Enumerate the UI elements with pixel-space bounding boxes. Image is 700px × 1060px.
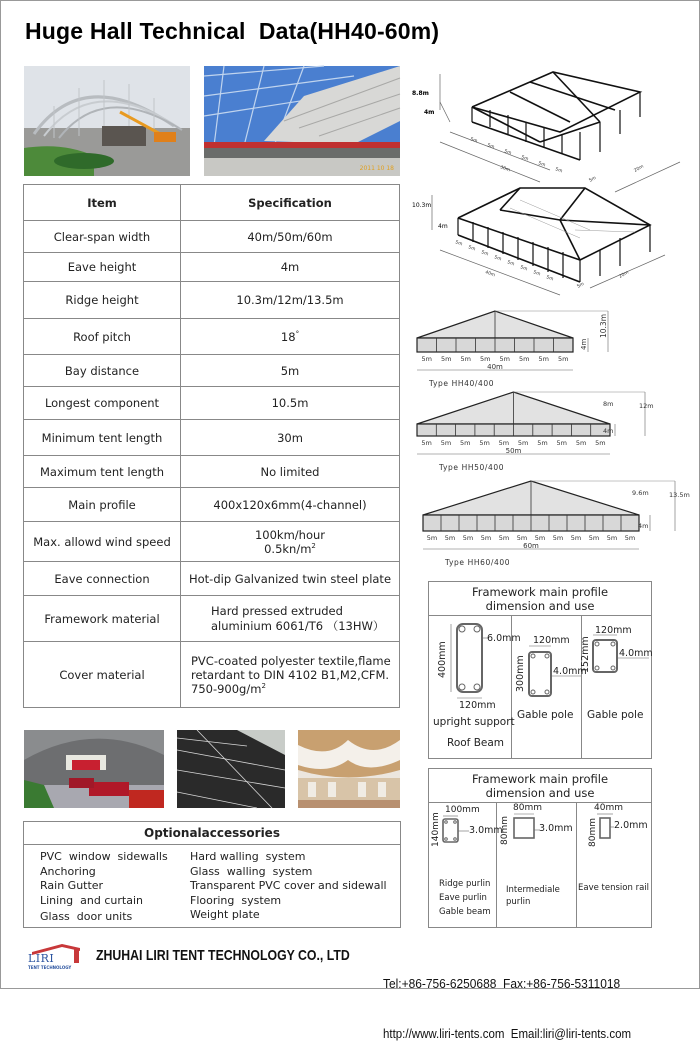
profile-box-main	[428, 581, 652, 759]
bay-label: 5m	[552, 534, 564, 542]
iso-bay-label: 5m	[537, 161, 546, 169]
table-row	[24, 488, 400, 522]
accessory-item: Rain Gutter	[40, 879, 104, 892]
flooring-system-photo	[177, 730, 285, 808]
table-row	[24, 282, 400, 319]
profile-box-secondary	[428, 768, 652, 928]
page-title: Huge Hall Technical Data(HH40-60m)	[25, 18, 440, 44]
dim-height: 400mm	[437, 641, 448, 678]
bay-label: 5m	[558, 355, 569, 363]
iso-bay-label: 5m	[486, 143, 495, 151]
profile-cell-gable-pole-152	[581, 616, 651, 758]
row-spec	[181, 522, 400, 562]
accessory-item: Flooring system	[190, 893, 282, 907]
row-item: Ridge height	[24, 282, 181, 319]
use-label: Eave purlin	[439, 893, 487, 903]
row-item: Eave connection	[24, 562, 181, 596]
profile-box-heading	[429, 769, 651, 803]
use-label: Ridge purlin	[439, 879, 491, 889]
row-item: Maximum tent length	[24, 456, 181, 488]
iso-bay-label: 5m	[480, 250, 489, 258]
accessory-item: Weight plate	[190, 908, 260, 921]
bay-label: 5m	[498, 439, 510, 447]
use-label: purlin	[506, 897, 531, 907]
table-row	[24, 522, 400, 562]
bay-label: 5m	[556, 439, 567, 447]
bay-label: 5m	[421, 439, 432, 447]
bay-label: 5m	[519, 355, 530, 363]
use-label: Eave tension rail	[578, 883, 649, 893]
row-spec: No limited	[181, 456, 400, 488]
iso-bay-label: 5m	[519, 265, 528, 273]
row-item: Roof pitch	[24, 319, 181, 355]
table-row	[24, 596, 400, 642]
dim-height: 300mm	[515, 655, 526, 692]
iso-ridge-label: 8.8m	[412, 90, 429, 97]
iso-bay-label: 5m	[545, 275, 554, 283]
iso-length-label: 30m	[499, 165, 511, 174]
website-email: http://www.liri-tents.com Email:liri@liri-tents.com	[383, 1027, 632, 1041]
ridge-height-label: 13.5m	[669, 491, 690, 499]
dim-wall: 6.0mm	[487, 633, 521, 644]
table-row	[24, 253, 400, 282]
bay-label: 5m	[537, 439, 548, 447]
wind-load-line: 0.5kn/m	[264, 541, 312, 556]
row-spec	[181, 319, 400, 355]
heading-line: dimension and use	[485, 599, 595, 613]
bay-label: 5m	[444, 534, 456, 542]
iso-end-bay-label: 5m	[576, 281, 586, 290]
bay-label: 5m	[480, 355, 491, 363]
dim-wall: 2.0mm	[614, 820, 648, 831]
dim-wall: 4.0mm	[553, 666, 587, 677]
bay-label: 5m	[517, 439, 529, 447]
lining-curtain-photo	[298, 730, 400, 808]
bay-label: 5m	[440, 439, 452, 447]
heading-line: Framework main profile	[471, 772, 609, 786]
bay-label: 5m	[534, 534, 546, 542]
table-row	[24, 456, 400, 488]
row-item: Longest component	[24, 387, 181, 420]
spec-line: retardant to DIN 4102 B1,M2,CFM.	[191, 667, 390, 682]
bay-label: 5m	[575, 439, 587, 447]
use-label: Gable pole	[587, 709, 644, 721]
table-row	[24, 562, 400, 596]
bay-label: 5m	[606, 534, 618, 542]
iso-eave-label: 4m	[424, 109, 435, 116]
table-row	[24, 221, 400, 253]
row-spec	[181, 642, 400, 708]
iso-diagram-40m	[412, 188, 665, 295]
roof-rise-label: 8m	[603, 400, 614, 408]
optional-accessories-box	[23, 821, 401, 928]
profile-box-heading	[429, 582, 651, 616]
bay-label: 5m	[588, 534, 600, 542]
use-label: Gable pole	[517, 709, 574, 721]
bay-label: 5m	[570, 534, 582, 542]
row-spec: 10.3m/12m/13.5m	[181, 282, 400, 319]
contact-info	[383, 941, 631, 1060]
bay-label: 5m	[479, 439, 490, 447]
iso-bay-label: 5m	[532, 270, 541, 278]
use-label: Intermediale	[506, 885, 560, 895]
bay-label: 5m	[498, 534, 510, 542]
arch-frame-construction-photo	[24, 66, 190, 176]
liri-logo	[26, 942, 82, 970]
bay-label: 5m	[624, 534, 636, 542]
iso-bay-label: 5m	[454, 240, 463, 248]
bay-label: 5m	[480, 534, 492, 542]
ridge-height-label: 10.3m	[599, 313, 608, 338]
profile-cell-intermediate-purlin	[496, 803, 577, 927]
bay-label: 5m	[460, 439, 471, 447]
roof-pitch-value: 18	[280, 329, 296, 344]
accessory-item: Glass door units	[40, 910, 133, 923]
iso-ridge-label: 10.3m	[412, 202, 432, 209]
row-item: Main profile	[24, 488, 181, 522]
row-spec: 30m	[181, 420, 400, 456]
squared-sup: 2	[311, 541, 316, 550]
accessory-item: Lining and curtain	[40, 893, 143, 907]
accessory-item: PVC window sidewalls	[40, 850, 168, 863]
dim-width: 80mm	[513, 803, 542, 813]
accessory-item: Hard walling system	[190, 850, 306, 863]
accessories-col-2	[190, 850, 387, 923]
heading-line: dimension and use	[485, 786, 595, 800]
bay-label: 5m	[421, 355, 432, 363]
dim-height: 152mm	[580, 636, 591, 673]
logo-subtext: TENT TECHNOLOGY	[28, 965, 72, 970]
table-row	[24, 319, 400, 355]
date-stamp: 2011 10 18	[359, 165, 394, 172]
iso-bay-label: 5m	[506, 260, 515, 268]
iso-bay-label: 5m	[520, 155, 529, 163]
heading-line: Framework main profile	[471, 585, 609, 599]
row-spec: 4m	[181, 253, 400, 282]
row-spec	[181, 596, 400, 642]
roof-rise-label: 9.6m	[632, 489, 649, 497]
iso-length-label: 40m	[484, 270, 496, 279]
accessory-item: Glass walling system	[190, 864, 313, 878]
spec-line: Hard pressed extruded	[211, 603, 343, 618]
dim-height: 80mm	[500, 816, 510, 845]
elevation-diagrams	[410, 296, 700, 576]
dim-wall: 3.0mm	[539, 823, 573, 834]
dim-width: 120mm	[459, 700, 496, 711]
dim-width: 120mm	[533, 635, 570, 646]
bay-label: 5m	[441, 355, 452, 363]
dim-height: 140mm	[431, 812, 441, 847]
table-row	[24, 642, 400, 708]
accessory-item: Transparent PVC cover and sidewall	[190, 879, 387, 892]
iso-bay-label: 5m	[493, 255, 502, 263]
bay-label: 5m	[462, 534, 474, 542]
type-label: Type HH50/400	[439, 463, 505, 472]
span-label: 50m	[505, 447, 522, 455]
dim-wall: 3.0mm	[469, 825, 503, 836]
row-spec: 400x120x6mm(4-channel)	[181, 488, 400, 522]
accessory-item: Anchoring	[40, 864, 96, 878]
accessories-col-1	[40, 850, 168, 925]
tent-interior-frame-photo	[204, 66, 400, 176]
isometric-frame-diagrams	[410, 62, 700, 290]
logo-text: LIRI	[28, 952, 55, 965]
dim-width: 100mm	[445, 805, 480, 815]
iso-width-label: 20m	[618, 270, 630, 280]
use-label: Roof Beam	[447, 737, 505, 749]
iso-width-label: 20m	[633, 164, 645, 174]
eave-height-label: 4m	[603, 427, 614, 435]
dim-width: 120mm	[595, 625, 632, 636]
iso-bay-label: 5m	[467, 245, 476, 253]
eave-height-label: 4m	[580, 338, 588, 350]
accessories-heading: Optionalaccessories	[24, 822, 400, 845]
type-label: Type HH60/400	[445, 558, 511, 567]
row-item: Minimum tent length	[24, 420, 181, 456]
row-item: Eave height	[24, 253, 181, 282]
iso-end-bay-label: 5m	[588, 175, 598, 184]
iso-bay-label: 5m	[469, 137, 478, 145]
iso-eave-label: 4m	[438, 223, 448, 230]
row-item: Max. allowd wind speed	[24, 522, 181, 562]
row-spec: 40m/50m/60m	[181, 221, 400, 253]
row-spec: 10.5m	[181, 387, 400, 420]
wind-speed-line: 100km/hour	[254, 527, 326, 542]
use-label: upright support	[433, 716, 515, 728]
header-specification: Specification	[181, 185, 400, 221]
iso-bay-label: 5m	[554, 167, 563, 175]
row-item: Framework material	[24, 596, 181, 642]
row-item: Clear-span width	[24, 221, 181, 253]
table-row	[24, 387, 400, 420]
degree-sup: °	[295, 329, 300, 338]
profile-cell-eave-tension-rail	[576, 803, 651, 927]
bay-label: 5m	[595, 439, 606, 447]
spec-line: 750-900g/m	[191, 681, 262, 696]
profile-cell-ridge-purlin	[429, 803, 503, 927]
specification-table	[23, 184, 400, 708]
type-label: Type HH40/400	[429, 379, 495, 388]
row-spec: 5m	[181, 355, 400, 387]
bay-label: 5m	[516, 534, 528, 542]
iso-bay-label: 5m	[503, 149, 512, 157]
spec-line: PVC-coated polyester textile,flame	[191, 653, 391, 668]
table-row	[24, 355, 400, 387]
dim-width: 40mm	[594, 803, 623, 813]
event-hall-interior-photo	[24, 730, 164, 808]
bay-label: 5m	[538, 355, 549, 363]
row-item: Bay distance	[24, 355, 181, 387]
span-label: 60m	[523, 542, 539, 550]
dim-wall: 4.0mm	[619, 648, 653, 659]
table-header-row	[24, 185, 400, 221]
row-item: Cover material	[24, 642, 181, 708]
bay-label: 5m	[499, 355, 510, 363]
bay-label: 5m	[460, 355, 471, 363]
row-spec: Hot-dip Galvanized twin steel plate	[181, 562, 400, 596]
spec-line: aluminium 6061/T6 （13HW）	[211, 618, 385, 633]
squared-sup: 2	[261, 681, 266, 690]
ridge-height-label: 12m	[639, 402, 654, 410]
span-label: 40m	[487, 363, 503, 371]
phone-fax: Tel:+86-756-6250688 Fax:+86-756-5311018	[383, 976, 621, 991]
eave-height-label: 4m	[638, 522, 649, 530]
table-row	[24, 420, 400, 456]
bay-label: 5m	[426, 534, 438, 542]
header-item: Item	[24, 185, 181, 221]
use-label: Gable beam	[439, 907, 491, 917]
company-name: ZHUHAI LIRI TENT TECHNOLOGY CO., LTD	[96, 947, 350, 964]
dim-height: 80mm	[588, 818, 598, 847]
iso-diagram-30m	[412, 72, 680, 192]
